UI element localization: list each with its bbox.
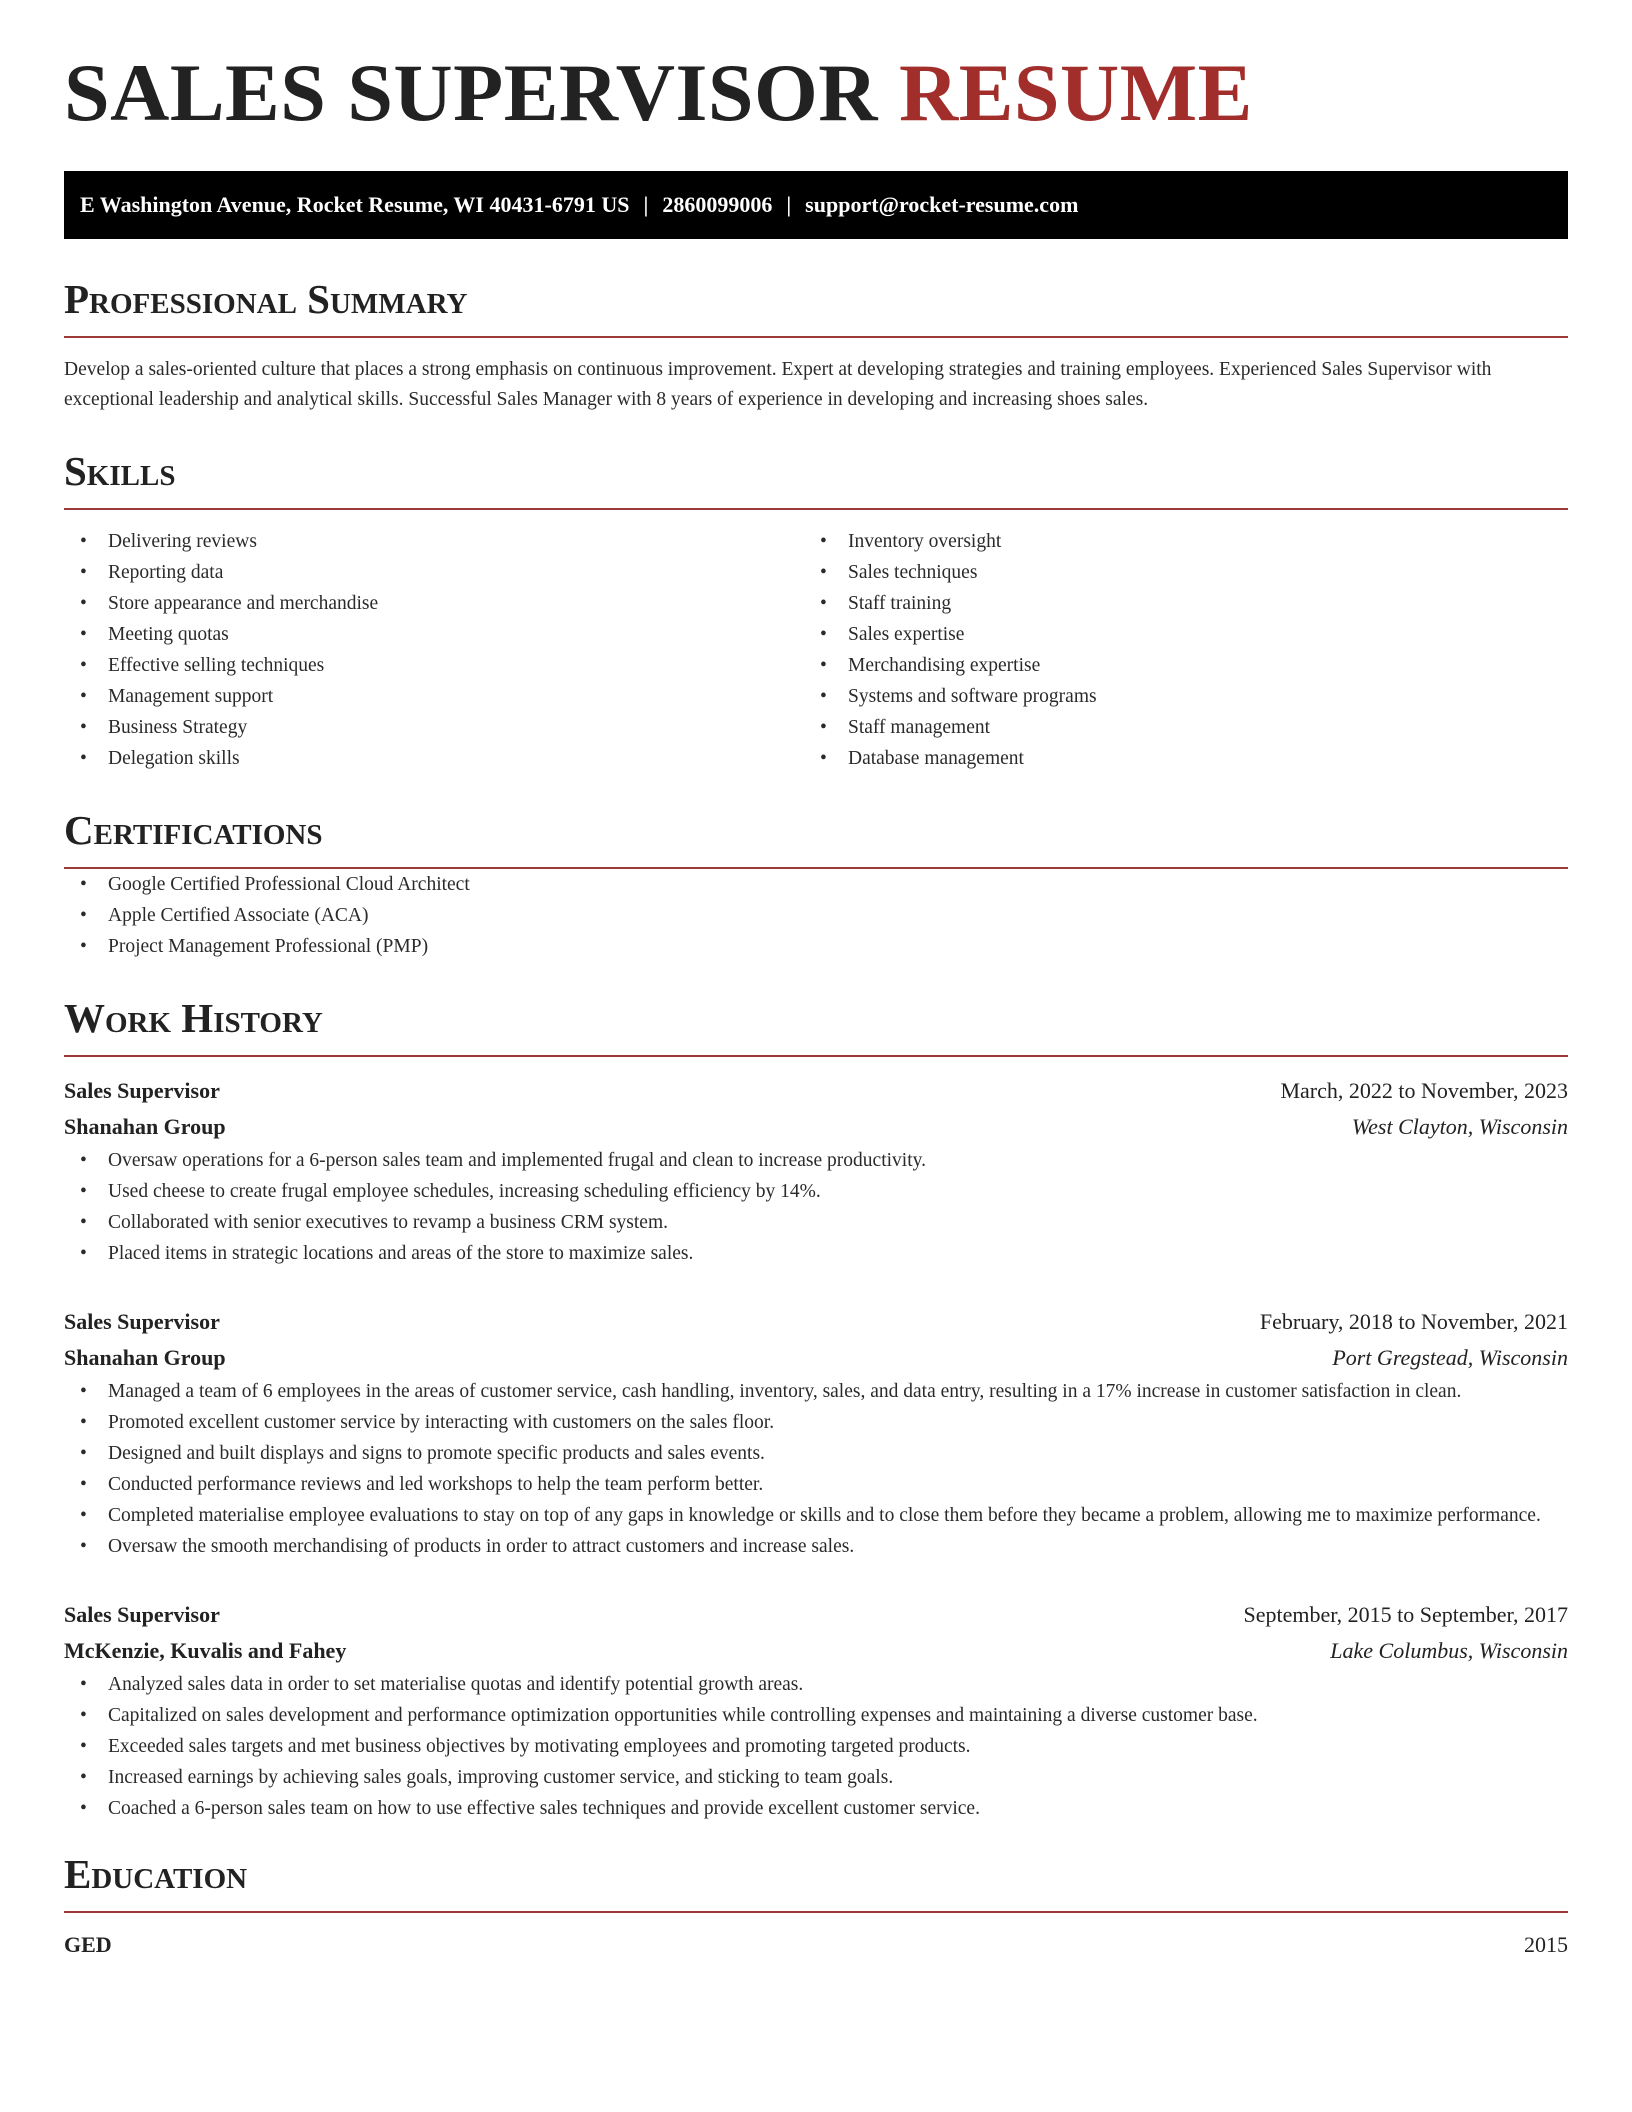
list-item-text: Placed items in strategic locations and areas of the store to maximize sales. — [108, 1243, 694, 1264]
list-item-text: Staff management — [848, 717, 991, 738]
list-item — [64, 1669, 1568, 1700]
certifications-heading: Certifications — [64, 807, 323, 853]
job-company: Shanahan Group — [64, 1345, 226, 1370]
skills-column-left — [64, 526, 804, 774]
list-item-text: Conducted performance reviews and led workshops to help the team perform better. — [108, 1474, 764, 1495]
title-accent: RESUME — [899, 47, 1253, 138]
education-heading: Education — [64, 1851, 248, 1897]
list-item-text: Collaborated with senior executives to revamp a business CRM system. — [108, 1212, 668, 1233]
contact-phone: 2860099006 — [662, 192, 773, 217]
job-dates: March, 2022 to November, 2023 — [1280, 1078, 1568, 1103]
education-entry — [64, 1927, 1568, 1963]
work-history-section — [64, 995, 1568, 1824]
list-item-text: Systems and software programs — [848, 686, 1097, 707]
job-company-row — [64, 1633, 1568, 1669]
title-main: SALES SUPERVISOR — [64, 47, 878, 138]
bullet-icon: • — [80, 655, 87, 676]
list-item — [804, 650, 1544, 681]
list-item — [64, 1531, 1568, 1562]
bullet-icon: • — [820, 717, 827, 738]
list-item-text: Merchandising expertise — [848, 655, 1041, 676]
list-item — [64, 712, 804, 743]
job-company: Shanahan Group — [64, 1114, 226, 1139]
list-item — [64, 1376, 1568, 1407]
list-item-text: Sales techniques — [848, 562, 978, 583]
education-degree: GED — [64, 1932, 112, 1957]
list-item — [804, 681, 1544, 712]
list-item-text: Designed and built displays and signs to promote specific products and sales events. — [108, 1443, 765, 1464]
list-item-text: Oversaw operations for a 6-person sales team and implemented frugal and clean to increase productivity. — [108, 1150, 926, 1171]
contact-email: support@rocket-resume.com — [805, 192, 1079, 217]
list-item — [64, 526, 804, 557]
certifications-section — [64, 807, 1568, 962]
summary-section — [64, 276, 1568, 415]
job-bullets — [64, 1669, 1568, 1824]
education-row — [64, 1927, 1568, 1963]
education-year: 2015 — [1524, 1932, 1568, 1957]
list-item-text: Reporting data — [108, 562, 224, 583]
job-dates: February, 2018 to November, 2021 — [1259, 1309, 1568, 1334]
skills-column-right — [804, 526, 1544, 774]
bullet-icon: • — [80, 717, 87, 738]
bullet-icon: • — [80, 1181, 87, 1202]
section-divider — [64, 336, 1568, 338]
bullet-icon: • — [80, 624, 87, 645]
list-item — [64, 1438, 1568, 1469]
job-company: McKenzie, Kuvalis and Fahey — [64, 1638, 347, 1663]
list-item — [64, 900, 1568, 931]
job-header-row — [64, 1304, 1568, 1340]
contact-address: E Washington Avenue, Rocket Resume, WI 40431-6791 US — [80, 192, 630, 217]
job-dates: September, 2015 to September, 2017 — [1243, 1602, 1568, 1627]
list-item-text: Oversaw the smooth merchandising of products in order to attract customers and increase sales. — [108, 1536, 855, 1557]
bullet-icon: • — [80, 874, 87, 895]
list-item-text: Project Management Professional (PMP) — [108, 936, 429, 957]
skills-heading: Skills — [64, 448, 176, 494]
section-divider — [64, 1055, 1568, 1057]
bullet-icon: • — [80, 1798, 87, 1819]
list-item — [64, 1762, 1568, 1793]
summary-heading: Professional Summary — [64, 276, 468, 322]
list-item — [64, 588, 804, 619]
section-divider — [64, 1911, 1568, 1913]
bullet-icon: • — [80, 1243, 87, 1264]
bullet-icon: • — [820, 531, 827, 552]
list-item-text: Apple Certified Associate (ACA) — [108, 905, 369, 926]
list-item-text: Delegation skills — [108, 748, 240, 769]
bullet-icon: • — [80, 936, 87, 957]
list-item-text: Promoted excellent customer service by interacting with customers on the sales floor. — [108, 1412, 775, 1433]
bullet-icon: • — [80, 1474, 87, 1495]
job-entry — [64, 1073, 1568, 1269]
job-location: Lake Columbus, Wisconsin — [1330, 1638, 1568, 1663]
bullet-icon: • — [80, 686, 87, 707]
list-item-text: Capitalized on sales development and performance optimization opportunities while controlling expenses and maintaining a diverse customer base. — [108, 1705, 1258, 1726]
education-section — [64, 1851, 1568, 1963]
list-item-text: Inventory oversight — [848, 531, 1002, 552]
list-item — [64, 650, 804, 681]
list-item-text: Used cheese to create frugal employee schedules, increasing scheduling efficiency by 14%. — [108, 1181, 821, 1202]
bullet-icon: • — [820, 624, 827, 645]
job-header-row — [64, 1073, 1568, 1109]
list-item-text: Store appearance and merchandise — [108, 593, 379, 614]
list-item — [804, 557, 1544, 588]
list-item — [804, 743, 1544, 774]
job-title: Sales Supervisor — [64, 1078, 220, 1103]
list-item — [64, 1469, 1568, 1500]
bullet-icon: • — [80, 1505, 87, 1526]
bullet-icon: • — [80, 1412, 87, 1433]
list-item-text: Staff training — [848, 593, 952, 614]
bullet-icon: • — [80, 1381, 87, 1402]
job-location: West Clayton, Wisconsin — [1351, 1114, 1568, 1139]
certifications-list — [64, 869, 1568, 962]
list-item — [804, 526, 1544, 557]
list-item — [64, 1207, 1568, 1238]
bullet-icon: • — [80, 1150, 87, 1171]
list-item-text: Increased earnings by achieving sales goals, improving customer service, and sticking to team goals. — [108, 1767, 894, 1788]
bullet-icon: • — [80, 748, 87, 769]
bullet-icon: • — [820, 593, 827, 614]
list-item-text: Analyzed sales data in order to set materialise quotas and identify potential growth areas. — [108, 1674, 804, 1695]
bullet-icon: • — [80, 1212, 87, 1233]
list-item — [64, 1176, 1568, 1207]
list-item-text: Google Certified Professional Cloud Architect — [108, 874, 470, 895]
list-item — [64, 557, 804, 588]
list-item — [64, 743, 804, 774]
bullet-icon: • — [80, 1674, 87, 1695]
bullet-icon: • — [80, 905, 87, 926]
list-item — [64, 1238, 1568, 1269]
skills-grid — [64, 526, 1568, 774]
list-item — [64, 869, 1568, 900]
bullet-icon: • — [80, 593, 87, 614]
job-bullets — [64, 1145, 1568, 1269]
list-item-text: Effective selling techniques — [108, 655, 325, 676]
job-company-row — [64, 1109, 1568, 1145]
skills-section — [64, 448, 1568, 774]
list-item — [804, 588, 1544, 619]
list-item — [804, 712, 1544, 743]
list-item-text: Managed a team of 6 employees in the areas of customer service, cash handling, inventory, sales, and data entry, resulting in a 17% increase in customer satisfaction in clean. — [108, 1381, 1462, 1402]
list-item-text: Business Strategy — [108, 717, 248, 738]
section-divider — [64, 508, 1568, 510]
list-item — [64, 1731, 1568, 1762]
bullet-icon: • — [80, 1736, 87, 1757]
list-item-text: Management support — [108, 686, 274, 707]
job-title: Sales Supervisor — [64, 1602, 220, 1627]
skills-list-left — [64, 526, 804, 774]
resume-title — [64, 47, 1568, 138]
list-item — [64, 931, 1568, 962]
summary-text: Develop a sales-oriented culture that places a strong emphasis on continuous improvement. Expert at developing strategies and training employees. Experienced Sales Supervisor with exceptional leadership and analytical skills. Successful Sales Manager with 8 years of experience in developing and increasing shoes sales. — [64, 359, 1492, 410]
list-item-text: Meeting quotas — [108, 624, 229, 645]
bullet-icon: • — [820, 562, 827, 583]
bullet-icon: • — [80, 1767, 87, 1788]
list-item — [64, 1793, 1568, 1824]
list-item-text: Database management — [848, 748, 1024, 769]
job-header-row — [64, 1597, 1568, 1633]
bullet-icon: • — [820, 748, 827, 769]
skills-list-right — [804, 526, 1544, 774]
contact-separator: | — [643, 192, 649, 217]
list-item — [64, 1145, 1568, 1176]
list-item — [804, 619, 1544, 650]
job-location: Port Gregstead, Wisconsin — [1332, 1345, 1568, 1370]
list-item — [64, 1500, 1568, 1531]
bullet-icon: • — [80, 1443, 87, 1464]
job-company-row — [64, 1340, 1568, 1376]
list-item-text: Completed materialise employee evaluations to stay on top of any gaps in knowledge or skills and to close them before they became a problem, allowing me to maximize performance. — [108, 1505, 1541, 1526]
bullet-icon: • — [80, 531, 87, 552]
job-entry — [64, 1304, 1568, 1562]
contact-bar — [64, 171, 1568, 239]
bullet-icon: • — [820, 686, 827, 707]
contact-separator: | — [786, 192, 792, 217]
bullet-icon: • — [80, 562, 87, 583]
bullet-icon: • — [80, 1536, 87, 1557]
list-item — [64, 1407, 1568, 1438]
work-history-heading: Work History — [64, 995, 323, 1041]
list-item — [64, 1700, 1568, 1731]
bullet-icon: • — [80, 1705, 87, 1726]
list-item-text: Exceeded sales targets and met business objectives by motivating employees and promoting targeted products. — [108, 1736, 971, 1757]
list-item — [64, 681, 804, 712]
job-bullets — [64, 1376, 1568, 1562]
list-item-text: Delivering reviews — [108, 531, 257, 552]
list-item — [64, 619, 804, 650]
list-item-text: Sales expertise — [848, 624, 965, 645]
list-item-text: Coached a 6-person sales team on how to use effective sales techniques and provide excellent customer service. — [108, 1798, 980, 1819]
bullet-icon: • — [820, 655, 827, 676]
job-title: Sales Supervisor — [64, 1309, 220, 1334]
job-entry — [64, 1597, 1568, 1824]
